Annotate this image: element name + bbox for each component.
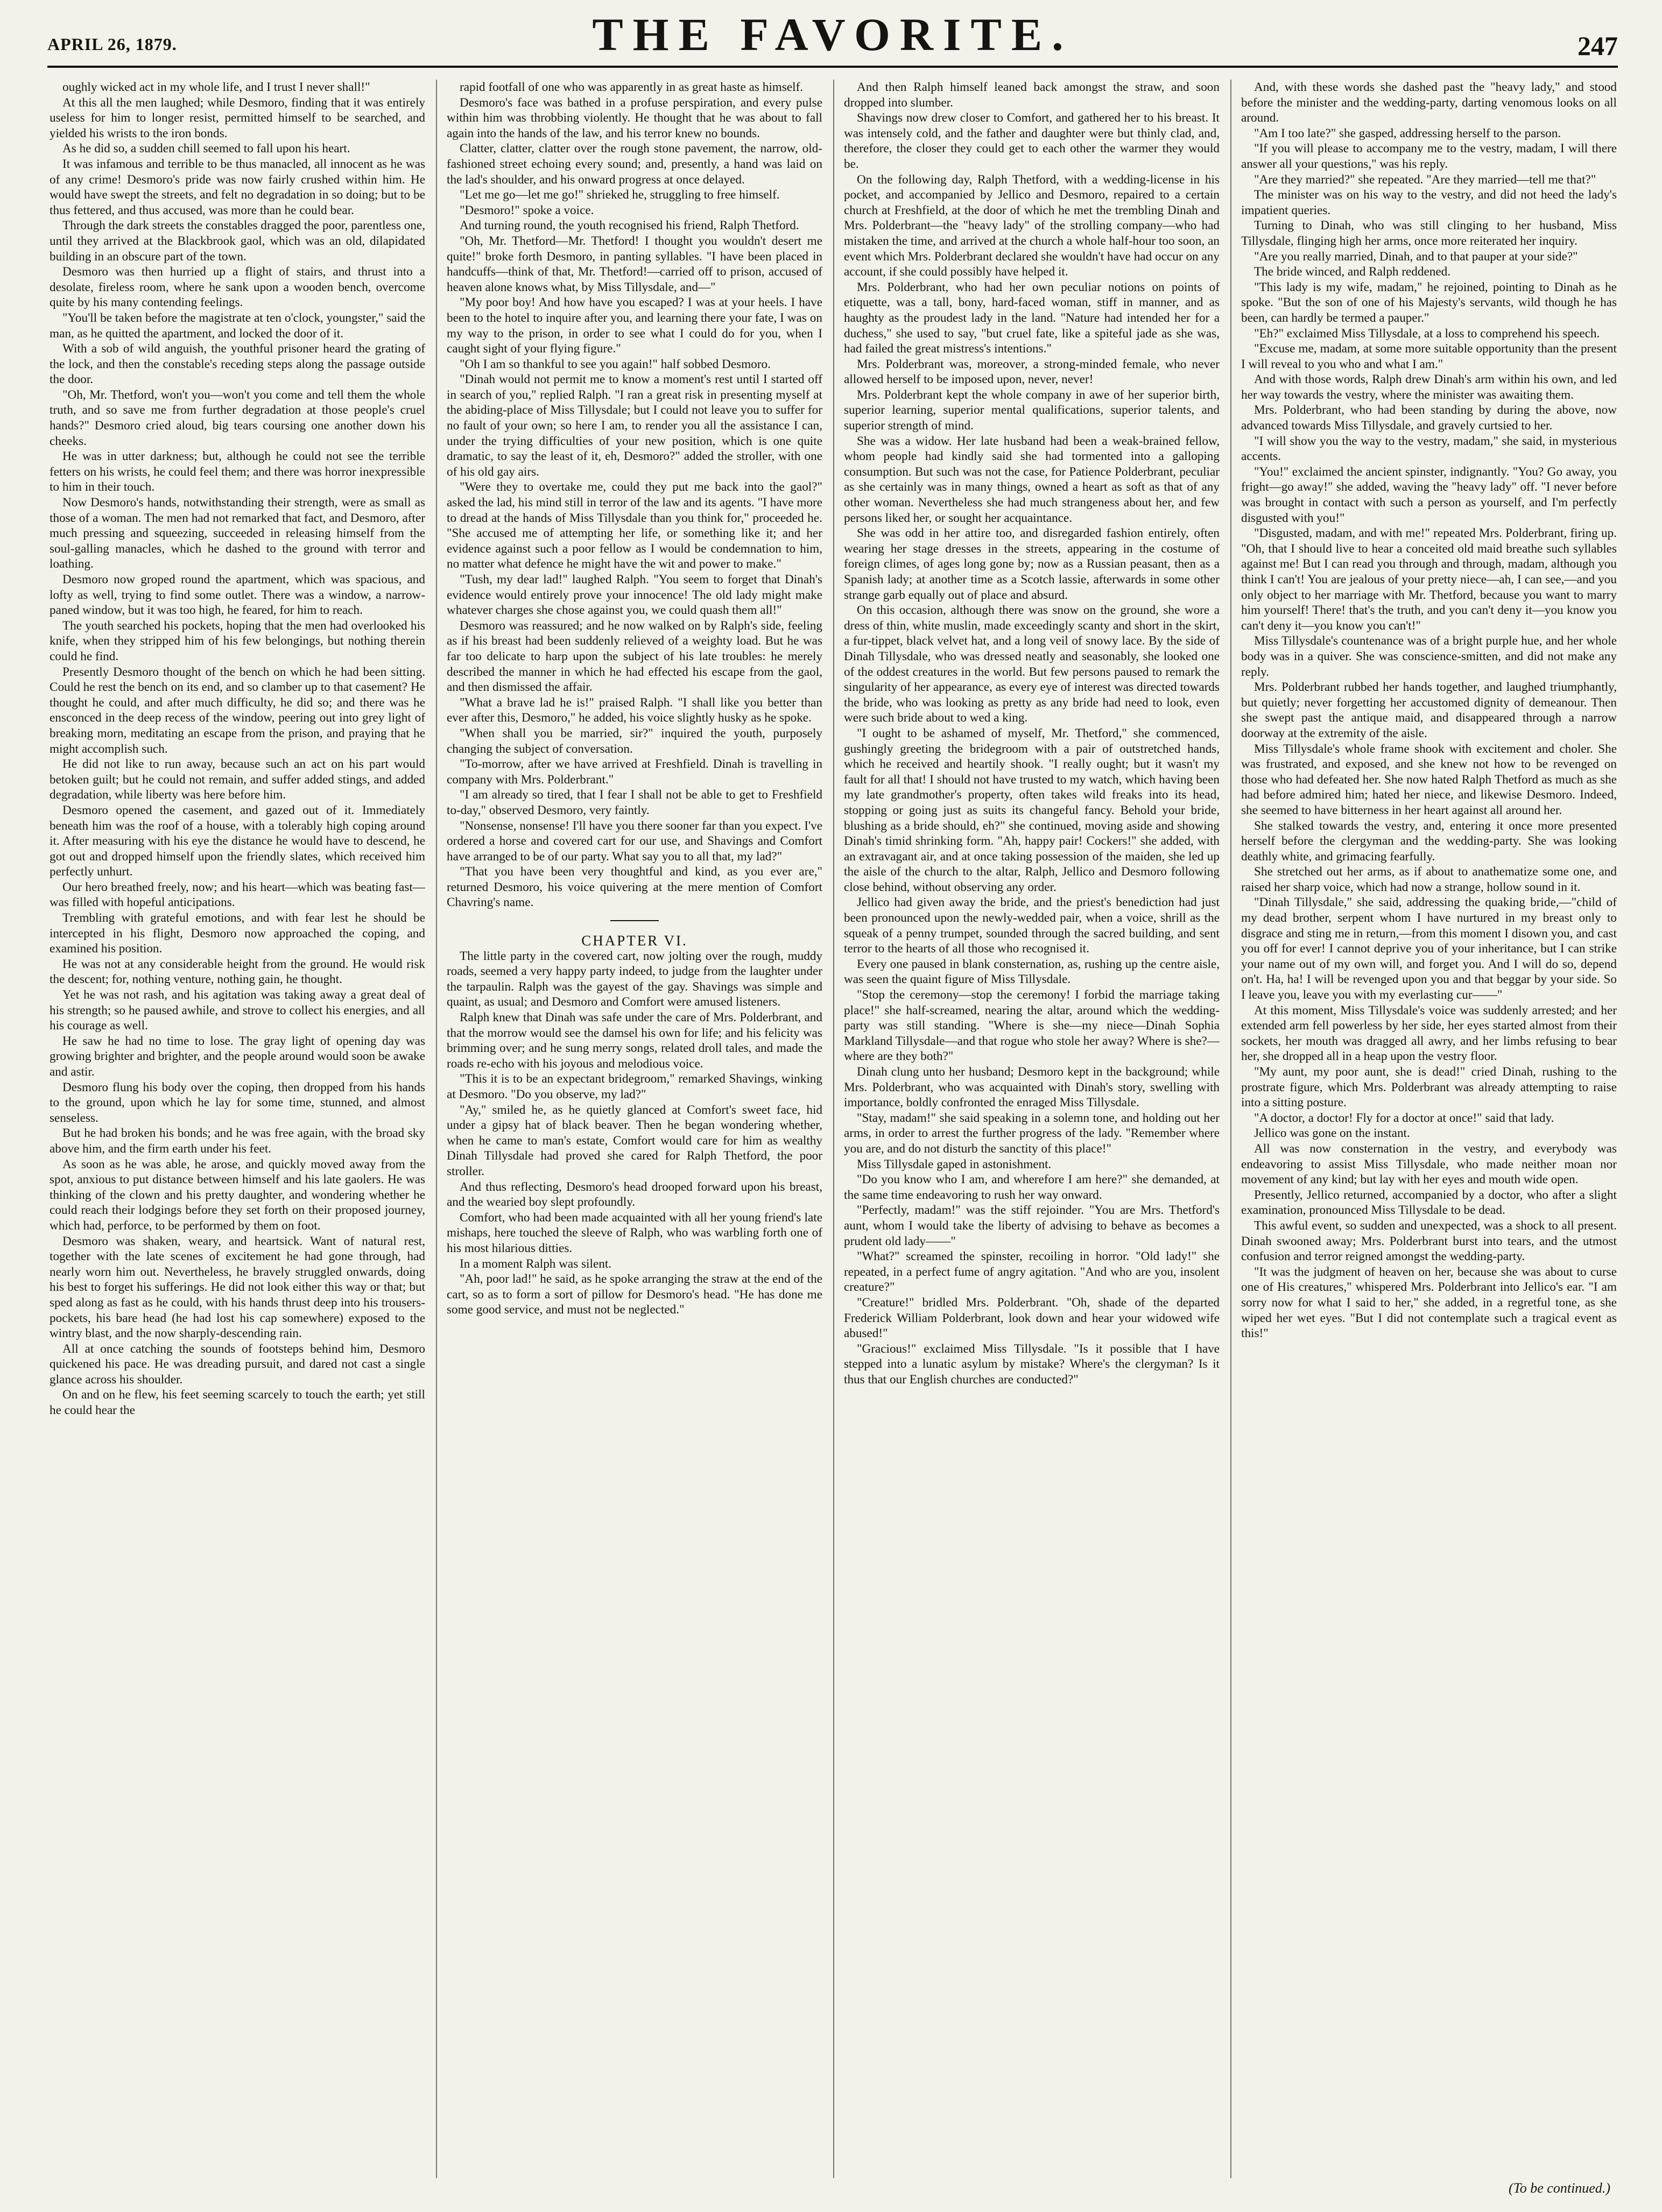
paragraph: Desmoro was shaken, weary, and heartsick. Want of natural rest, together with the late scenes of excitement he had gone through, had nearly worn him out. Nevertheless, he bravely struggled onwards, doing his best to forget his sufferings. He did not look either this way or that; but sped along as fast as he could, with his hands thrust deep into his trousers-pockets, his bare head (he had lost his cap somewhere) exposed to the wintry blast, and the now sharply-descending rain. [50, 1234, 425, 1341]
paragraph: At this all the men laughed; while Desmoro, finding that it was entirely useless for him to longer resist, permitted himself to be searched, and yielded his wrists to the iron bonds. [50, 95, 425, 140]
paragraph: The minister was on his way to the vestry, and did not heed the lady's impatient queries. [1241, 188, 1617, 217]
paragraph: He saw he had no time to lose. The gray light of opening day was growing brighter and brighter, and the people around would soon be awake and astir. [50, 1034, 425, 1079]
paragraph: "When shall you be married, sir?" inquired the youth, purposely changing the subject of conversation. [447, 726, 822, 756]
paragraph: He was in utter darkness; but, although he could not see the terrible fetters on his wrists, he could feel them; and there was horror inexpressible to him in their touch. [50, 449, 425, 494]
paragraph: And then Ralph himself leaned back amongst the straw, and soon dropped into slumber. [844, 80, 1220, 110]
paragraph: She stalked towards the vestry, and, entering it once more presented herself before the clergyman and the wedding-party. She was looking deathly white, and grimacing fearfully. [1241, 818, 1617, 864]
paragraph: Our hero breathed freely, now; and his heart—which was beating fast—was filled with hopeful anticipations. [50, 880, 425, 910]
paragraph: With a sob of wild anguish, the youthful prisoner heard the grating of the lock, and then the constable's receding steps along the passage outside the door. [50, 342, 425, 387]
page-header [47, 8, 1618, 63]
paragraph: She was a widow. Her late husband had been a weak-brained fellow, whom people had kindly said she had tormented into a galloping consumption. But such was not the case, for Patience Polderbrant, peculiar as she certainly was in many things, owned a heart as soft as that of any other woman. Nevertheless she had much strangeness about her, and few persons liked her, or sought her acquaintance. [844, 434, 1220, 525]
paragraph: "Dinah would not permit me to know a moment's rest until I started off in search of you," replied Ralph. "I ran a great risk in presenting myself at the abiding-place of Miss Tillysdale; but I could not leave you to suffer for no fault of your own; so here I am, to render you all the assistance I can, under the trying difficulties of your new position, which is one quite dramatic, to say the least of it, eh, Desmoro?" added the stroller, with one of his old gay airs. [447, 372, 822, 479]
paragraph: "I will show you the way to the vestry, madam," she said, in mysterious accents. [1241, 434, 1617, 464]
paragraph: On and on he flew, his feet seeming scarcely to touch the earth; yet still he could hear the [50, 1388, 425, 1418]
paragraph: And with those words, Ralph drew Dinah's arm within his own, and led her way towards the vestry, where the minister was awaiting them. [1241, 372, 1617, 402]
paragraph: "Ay," smiled he, as he quietly glanced at Comfort's sweet face, hid under a gipsy hat of black beaver. Then he began wondering whether, when he came to man's estate, Comfort would care for him as wealthy Dinah Tillysdale had proved she cared for Ralph Thetford, the poor stroller. [447, 1103, 822, 1178]
column-divider [1230, 80, 1231, 2178]
paragraph: "If you will please to accompany me to the vestry, madam, I will there answer all your questions," was his reply. [1241, 142, 1617, 171]
paragraph: "Excuse me, madam, at some more suitable opportunity than the present I will reveal to you who and what I am." [1241, 342, 1617, 371]
paragraph: Desmoro was then hurried up a flight of stairs, and thrust into a desolate, fireless room, where he sank upon a wooden bench, overcome quite by his many contending feelings. [50, 265, 425, 310]
paragraph: Miss Tillysdale gaped in astonishment. [857, 1157, 1052, 1171]
paragraph: Jellico was gone on the instant. [1254, 1126, 1410, 1141]
paragraph: She stretched out her arms, as if about to anathematize some one, and raised her sharp voice, which had now a strange, hollow sound in it. [1241, 865, 1617, 894]
paragraph: "Desmoro!" spoke a voice. [460, 203, 594, 217]
paragraph: Through the dark streets the constables dragged the poor, parentless one, until they arrived at the Blackbrook gaol, which was an old, dilapidated building in an obscure part of the town. [50, 218, 425, 264]
paragraph: "To-morrow, after we have arrived at Freshfield. Dinah is travelling in company with Mrs. Polderbrant." [447, 757, 822, 787]
paragraph: It was infamous and terrible to be thus manacled, all innocent as he was of any crime! Desmoro's pride was now fairly crushed within him. He would have swept the streets, and felt no degradation in so doing; but to be thus fettered, and thus accused, was more than he could bear. [50, 157, 425, 217]
paragraph: Mrs. Polderbrant was, moreover, a strong-minded female, who never allowed herself to be imposed upon, never, never! [844, 357, 1220, 387]
paragraph: He was not at any considerable height from the ground. He would risk the descent; for, nothing venture, nothing gain, he thought. [50, 957, 425, 987]
paragraph: As he did so, a sudden chill seemed to fall upon his heart. [62, 142, 350, 156]
paragraph: "This lady is my wife, madam," he rejoined, pointing to Dinah as he spoke. "But the son of one of his Majesty's servants, wild though he has been, can hardly be termed a pauper." [1241, 280, 1617, 325]
text-column-2 [447, 80, 822, 2178]
paragraph: "It was the judgment of heaven on her, because she was about to curse one of His creatures," whispered Mrs. Polderbrant into Jellico's ear. "I am sorry now for what I said to her," she added, in a regretful tone, as she wiped her wet eyes. "But I did not contemplate such a tragical event as this!" [1241, 1264, 1617, 1341]
paragraph: Mrs. Polderbrant kept the whole company in awe of her superior birth, superior learning, superior mental qualifications, superior talents, and superior strength of mind. [844, 387, 1220, 433]
paragraph: "Oh, Mr. Thetford—Mr. Thetford! I thought you wouldn't desert me quite!" broke forth Desmoro, in panting syllables. "I have been placed in handcuffs—think of that, Mr. Thetford!—carried off to prison, accused of heaven alone knows what, by Miss Tillysdale, and—" [447, 234, 822, 294]
paragraph: And turning round, the youth recognised his friend, Ralph Thetford. [460, 218, 799, 233]
paragraph: All at once catching the sounds of footsteps behind him, Desmoro quickened his pace. He was dreading pursuit, and dared not cast a single glance across his shoulder. [50, 1341, 425, 1387]
paragraph: Jellico had given away the bride, and the priest's benediction had just been pronounced upon the newly-wedded pair, when a voice, shrill as the squeak of a penny trumpet, sounded through the sacred building, and sent terror to the hearts of all those who recognised it. [844, 895, 1220, 956]
chapter-heading: CHAPTER VI. [581, 932, 688, 949]
chapter-divider [610, 920, 659, 921]
page-number: 247 [1578, 31, 1618, 61]
paragraph: On this occasion, although there was snow on the ground, she wore a dress of thin, white muslin, made exceedingly scanty and short in the skirt, a fur-tippet, black velvet hat, and a long veil of snowy lace. By the side of Dinah Tillysdale, who was dressed neatly and seasonably, she looked one of the oddest creatures in the world. But few persons paused to remark the singularity of her appearance, as every eye of interest was directed towards the bride, who was looking as pretty as any bride had need to look, even were such bride about to wed a king. [844, 603, 1220, 725]
paragraph: "Let me go—let me go!" shrieked he, struggling to free himself. [460, 188, 780, 202]
paragraph: He did not like to run away, because such an act on his part would betoken guilt; but he could not remain, and suffer added stings, and added degradation, while liberty was here before him. [50, 757, 425, 802]
paragraph: "This it is to be an expectant bridegroom," remarked Shavings, winking at Desmoro. "Do you observe, my lad?" [447, 1072, 822, 1101]
text-column-1 [50, 80, 425, 2178]
paragraph: "Tush, my dear lad!" laughed Ralph. "You seem to forget that Dinah's evidence would entirely prove your innocence! The old lady might make whatever charges she chose against you, we could quash them all!" [447, 573, 822, 618]
paragraph: Desmoro's face was bathed in a profuse perspiration, and every pulse within him was throbbing violently. He thought that he was about to fall again into the hands of the law, and his terror knew no bounds. [447, 95, 822, 140]
paragraph: "Stay, madam!" she said speaking in a solemn tone, and holding out her arms, in order to arrest the further progress of the lady. "Remember where you are, and do not disturb the sanctity of this place!" [844, 1111, 1220, 1156]
paragraph: Trembling with grateful emotions, and with fear lest he should be intercepted in his flight, Desmoro now approached the coping, and examined his position. [50, 911, 425, 956]
paragraph: rapid footfall of one who was apparently in as great haste as himself. [460, 80, 804, 94]
paragraph: Mrs. Polderbrant, who had been standing by during the above, now advanced towards Miss Tillysdale, and gravely curtsied to her. [1241, 403, 1617, 433]
column-divider [833, 80, 834, 2178]
paragraph: "Stop the ceremony—stop the ceremony! I forbid the marriage taking place!" she half-screamed, nearing the altar, around which the wedding-party was still standing. "Where is she—my niece—Dinah Sophia Markland Tillysdale—and that rogue who stole her away? Where is she?—where are they both?" [844, 988, 1220, 1064]
paragraph: "My aunt, my poor aunt, she is dead!" cried Dinah, rushing to the prostrate figure, which Mrs. Polderbrant was already attempting to raise into a sitting posture. [1241, 1065, 1617, 1110]
paragraph: oughly wicked act in my whole life, and I trust I never shall!" [62, 80, 370, 94]
paragraph: The youth searched his pockets, hoping that the men had overlooked his knife, when they stripped him of his few belongings, but nothing therein could he find. [50, 618, 425, 663]
issue-date: APRIL 26, 1879. [47, 34, 177, 54]
paragraph: Miss Tillysdale's countenance was of a bright purple hue, and her whole body was in a quiver. She was conscience-smitten, and did not make any reply. [1241, 634, 1617, 679]
paragraph: Comfort, who had been made acquainted with all her young friend's late mishaps, here touched the sleeve of Ralph, who was warbling forth one of his most hilarious ditties. [447, 1210, 822, 1255]
column-divider [436, 80, 437, 2178]
paragraph: Presently Desmoro thought of the bench on which he had been sitting. Could he rest the bench on its end, and so clamber up to that casement? He thought he could, and after much difficulty, he did so; and there was he ensconced in the deep recess of the window, peering out into grey light of breaking morn, meditating an escape from the prison, and praying that he might accomplish such. [50, 665, 425, 756]
text-column-3 [844, 80, 1220, 2178]
paragraph: "Were they to overtake me, could they put me back into the gaol?" asked the lad, his mind still in terror of the law and its agents. "I have more to dread at the hands of Miss Tillysdale than you think for," proceeded he. "She accused me of attempting her life, or something like it; and her evidence against such a poor fellow as I would be condemnation to him, no matter what defence he might have the wit and power to make." [447, 480, 822, 571]
paragraph: "I am already so tired, that I fear I shall not be able to get to Freshfield to-day," observed Desmoro, very faintly. [447, 788, 822, 817]
paragraph: "Perfectly, madam!" was the stiff rejoinder. "You are Mrs. Thetford's aunt, whom I would take the liberty of advising to behave as becomes a prudent old lady——" [844, 1203, 1220, 1248]
paragraph: As soon as he was able, he arose, and quickly moved away from the spot, anxious to put distance between himself and his late gaolers. He was thinking of the clown and his pretty daughter, and wondering whether he could reach their lodgings before they set forth on their proposed journey, which had, perforce, to be performed by them on foot. [50, 1157, 425, 1233]
continued-note: (To be continued.) [1509, 2180, 1610, 2196]
paragraph: Desmoro opened the casement, and gazed out of it. Immediately beneath him was the roof of a house, with a tolerably high coping around it. After measuring with his eye the distance he would have to descend, he got out and dropped himself upon the friendly slates, which received him perfectly unhurt. [50, 803, 425, 879]
paragraph: But he had broken his bonds; and he was free again, with the broad sky above him, and the firm earth under his feet. [50, 1126, 425, 1156]
paragraph: "Are you really married, Dinah, and to that pauper at your side?" [1254, 249, 1578, 264]
paragraph: "Ah, poor lad!" he said, as he spoke arranging the straw at the end of the cart, so as to form a sort of pillow for Desmoro's head. "He has done me some good service, and must not be neglected." [447, 1272, 822, 1317]
paragraph: "Creature!" bridled Mrs. Polderbrant. "Oh, shade of the departed Frederick William Polderbrant, look down and hear your widowed wife abused!" [844, 1295, 1220, 1341]
paragraph: "Disgusted, madam, and with me!" repeated Mrs. Polderbrant, firing up. "Oh, that I should live to hear a conceited old maid breathe such syllables against me! But I can read you through and through, madam, although you think I can't! You are jealous of your pretty niece—ah, I can see,—and you only object to her marriage with Mr. Thetford, because you want to marry him yourself! There! that's the truth, and you can't deny it—you know you can't deny it—you know you can't!" [1241, 526, 1617, 633]
paragraph: Clatter, clatter, clatter over the rough stone pavement, the narrow, old-fashioned street echoing every sound; and, presently, a hand was laid on the lad's shoulder, and his onward progress at once delayed. [447, 142, 822, 187]
paragraph: On the following day, Ralph Thetford, with a wedding-license in his pocket, and accompanied by Jellico and Desmoro, repaired to a certain church at Freshfield, at the door of which he met the trembling Dinah and Mrs. Polderbrant—the "heavy lady" of the strolling company—who had mistaken the time, and arrived at the church a whole half-hour too soon, an event which Mrs. Polderbrant declared she wouldn't have had occur on any account, if she could possibly have helped it. [844, 172, 1220, 279]
paragraph: The bride winced, and Ralph reddened. [1254, 265, 1451, 279]
paragraph: "Oh, Mr. Thetford, won't you—won't you come and tell them the whole truth, and so save me from further degradation at those people's cruel hands?" Desmoro cried aloud, big tears coursing one another down his cheeks. [50, 387, 425, 448]
paragraph: And thus reflecting, Desmoro's head drooped forward upon his breast, and the wearied boy slept profoundly. [447, 1179, 822, 1210]
paragraph: "What?" screamed the spinster, recoiling in horror. "Old lady!" she repeated, in a perfect fume of angry agitation. "And who are you, insolent creature?" [844, 1249, 1220, 1295]
paragraph: "A doctor, a doctor! Fly for a doctor at once!" said that lady. [1254, 1111, 1554, 1125]
paragraph: "You!" exclaimed the ancient spinster, indignantly. "You? Go away, you fright—go away!" she added, waving the "heavy lady" off. "I never before was brought in contact with such a person as yourself, and I'm perfectly disgusted with you!" [1241, 464, 1617, 525]
paragraph: At this moment, Miss Tillysdale's voice was suddenly arrested; and her extended arm fell powerless by her side, her eyes started almost from their sockets, her mouth was dragged all awry, and her limbs refusing to bear her, she dropped all in a heap upon the vestry floor. [1241, 1003, 1617, 1064]
paragraph: This awful event, so sudden and unexpected, was a shock to all present. Dinah swooned away; Mrs. Polderbrant burst into tears, and the utmost confusion and terror reigned amongst the wedding-party. [1241, 1218, 1617, 1264]
paragraph: "Gracious!" exclaimed Miss Tillysdale. "Is it possible that I have stepped into a lunatic asylum by mistake? Where's the clergyman? Is it thus that our English churches are conducted?" [844, 1341, 1220, 1387]
paragraph: "Nonsense, nonsense! I'll have you there sooner far than you expect. I've ordered a horse and covered cart for our use, and Shavings and Comfort have arranged to be of our party. What say you to all that, my lad?" [447, 818, 822, 864]
paragraph: "Do you know who I am, and wherefore I am here?" she demanded, at the same time endeavoring to rush her way onward. [844, 1172, 1220, 1202]
paragraph: She was odd in her attire too, and disregarded fashion entirely, often wearing her stage dresses in the streets, appearing in the costume of foreign climes, of ages long gone by; now as a Russian peasant, then as a Spanish lady; at another time as a Scotch lassie, afterwards in some other strange garb equally out of place and absurd. [844, 526, 1220, 602]
paragraph: Ralph knew that Dinah was safe under the care of Mrs. Polderbrant, and that the morrow would see the damsel his own for life; and his felicity was brimming over; and he sung merry songs, related droll tales, and made the roads re-echo with his joyous and melodious voice. [447, 1010, 822, 1071]
paragraph: "You'll be taken before the magistrate at ten o'clock, youngster," said the man, as he quitted the apartment, and locked the door of it. [50, 310, 425, 341]
paragraph: Mrs. Polderbrant rubbed her hands together, and laughed triumphantly, but quietly; never forgetting her accustomed dignity of demeanour. Then she swept past the antique maid, and disappeared through a narrow doorway at the extremity of the aisle. [1241, 680, 1617, 740]
paragraph: "Are they married?" she repeated. "Are they married—tell me that?" [1254, 172, 1596, 187]
paragraph: The little party in the covered cart, now jolting over the rough, muddy roads, seemed a very happy party indeed, to judge from the laughter under the tarpaulin. Ralph was the gayest of the gay. Shavings was simple and quaint, as usual; and Desmoro and Comfort were amused listeners. [447, 949, 822, 1009]
header-rule [47, 66, 1618, 68]
paragraph: Yet he was not rash, and his agitation was taking away a great deal of his strength; so he paused awhile, and strove to collect his energies, and all his courage as well. [50, 988, 425, 1033]
paragraph: Every one paused in blank consternation, as, rushing up the centre aisle, was seen the quaint figure of Miss Tillysdale. [844, 957, 1220, 987]
paragraph: "Eh?" exclaimed Miss Tillysdale, at a loss to comprehend his speech. [1254, 326, 1600, 341]
paragraph: "Dinah Tillysdale," she said, addressing the quaking bride,—"child of my dead brother, serpent whom I have nurtured in my breast only to disgrace and sting me in return,—from this moment I disown you, and cast you off for ever! I cannot deprive you of your inheritance, but I can strike your name out of my own will, and forget you. And I will do so, depend on't. Ha, ha! I will be revenged upon you and that beggar by your side. So I leave you, leave you with my everlasting cur——" [1241, 895, 1617, 1002]
paragraph: "Oh I am so thankful to see you again!" half sobbed Desmoro. [460, 357, 771, 371]
paragraph: In a moment Ralph was silent. [460, 1256, 612, 1271]
paragraph: "My poor boy! And how have you escaped? I was at your heels. I have been to the hotel to inquire after you, and learning there your fate, I was on my way to the prison, in order to see what I could do for you, when I caught sight of your flying figure." [447, 295, 822, 356]
paragraph: Desmoro flung his body over the coping, then dropped from his hands to the ground, upon which he lay for some time, stunned, and almost senseless. [50, 1080, 425, 1125]
paragraph: Dinah clung unto her husband; Desmoro kept in the background; while Mrs. Polderbrant, who was acquainted with Dinah's story, swelling with importance, boldly confronted the enraged Miss Tillysdale. [844, 1065, 1220, 1110]
paragraph: Miss Tillysdale's whole frame shook with excitement and choler. She was frustrated, and exposed, and she knew not how to be revenged on those who had defeated her. She now hated Ralph Thetford as much as she had before admired him; hated her niece, and likewise Desmoro. Indeed, she seemed to have bitterness in her heart against all around her. [1241, 741, 1617, 817]
paragraph: Presently, Jellico returned, accompanied by a doctor, who after a slight examination, pronounced Miss Tillysdale to be dead. [1241, 1188, 1617, 1218]
paragraph: Turning to Dinah, who was still clinging to her husband, Miss Tillysdale, flinging high her arms, once more reiterated her inquiry. [1241, 218, 1617, 248]
paragraph: And, with these words she dashed past the "heavy lady," and stood before the minister and the wedding-party, darting venomous looks on all around. [1241, 80, 1617, 125]
paragraph: "What a brave lad he is!" praised Ralph. "I shall like you better than ever after this, Desmoro," he added, his voice slightly husky as he spoke. [447, 695, 822, 725]
paragraph: Desmoro was reassured; and he now walked on by Ralph's side, feeling as if his breast had been suddenly relieved of a weighty load. But he was far too delicate to harp upon the subject of his late troubles: he merely described the manner in which he had effected his escape from the gaol, and then dismissed the affair. [447, 618, 822, 695]
paragraph: Mrs. Polderbrant, who had her own peculiar notions on points of etiquette, was a tall, bony, hard-faced woman, stiff in manner, and as haughty as the proudest lady in the land. "Nature had intended her for a duchess," she used to say, "but cruel fate, like a spiteful jade as she was, had failed the great mistress's intentions." [844, 280, 1220, 356]
paragraph: "That you have been very thoughtful and kind, as you ever are," returned Desmoro, his voice quivering at the mere mention of Comfort Chavring's name. [447, 865, 822, 910]
paragraph: Desmoro now groped round the apartment, which was spacious, and lofty as well, trying to find some outlet. There was a window, a narrow-paned window, but it was too high, he feared, for him to reach. [50, 573, 425, 618]
paragraph: All was now consternation in the vestry, and everybody was endeavoring to assist Miss Tillysdale, who made neither moan nor movement of any kind; but lay with her eyes and mouth wide open. [1241, 1141, 1617, 1187]
paragraph: Now Desmoro's hands, notwithstanding their strength, were as small as those of a woman. The men had not remarked that fact, and Desmoro, after much pressing and squeezing, succeeded in releasing himself from the soul-galling manacles, which he dashed to the ground with terror and loathing. [50, 496, 425, 571]
paragraph: Shavings now drew closer to Comfort, and gathered her to his breast. It was intensely cold, and the father and daughter were but thinly clad, and, therefore, the closer they could get to each other the warmer they would be. [844, 111, 1220, 171]
paragraph: "Am I too late?" she gasped, addressing herself to the parson. [1254, 126, 1561, 140]
paragraph: "I ought to be ashamed of myself, Mr. Thetford," she commenced, gushingly greeting the bridegroom with a pair of outstretched hands, which he received and heartily shook. "I really ought; but it wasn't my fault for all that! I should not have trusted to my watch, which having been my late grandmother's property, often takes wild freaks into its head, stopping or going just as suits its changeful fancy. Behold your bride, blushing as a bride should, eh?" she continued, moving aside and showing Dinah's timid shrinking form. "Ah, happy pair! Cockers!" she added, with an extravagant air, and at once taking possession of the maiden, she led up the aisle of the church to the altar, Ralph, Jellico and Desmoro following close behind, without observing any order. [844, 726, 1220, 894]
masthead-title: THE FAVORITE. [592, 9, 1073, 60]
text-column-4 [1241, 80, 1617, 2178]
